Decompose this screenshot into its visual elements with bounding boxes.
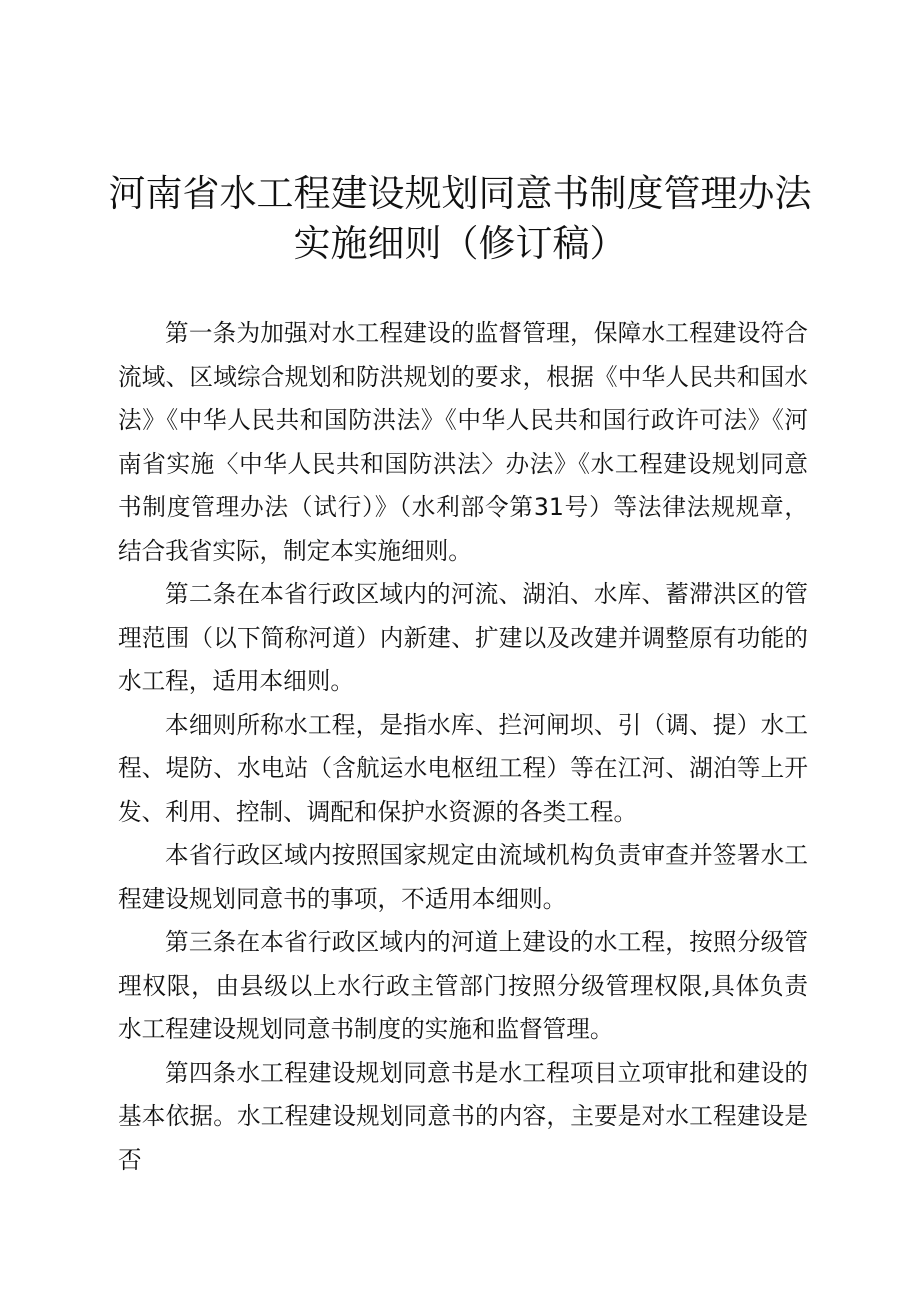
document-body [118,312,808,1182]
paragraph-article-1: 第一条为加强对水工程建设的监督管理，保障水工程建设符合流域、区域综合规划和防洪规划的要求，根据《中华人民共和国水法》《中华人民共和国防洪法》《中华人民共和国行政许可法》《河南省实施〈中华人民共和国防洪法〉办法》《水工程建设规划同意书制度管理办法（试行）》（水利部令第31号）等法律法规规章，结合我省实际，制定本实施细则。 [118,319,808,565]
paragraph-article-4: 第四条水工程建设规划同意书是水工程项目立项审批和建设的基本依据。水工程建设规划同意书的内容，主要是对水工程建设是否 [118,1058,808,1174]
document-title-line-1: 河南省水工程建设规划同意书制度管理办法 [108,172,812,215]
paragraph-article-3: 第三条在本省行政区域内的河道上建设的水工程，按照分级管理权限，由县级以上水行政主管部门按照分级管理权限,具体负责水工程建设规划同意书制度的实施和监督管理。 [118,928,808,1043]
paragraph-exclusion: 本省行政区域内按照国家规定由流域机构负责审查并签署水工程建设规划同意书的事项，不适用本细则。 [118,841,808,913]
paragraph-article-2: 第二条在本省行政区域内的河流、湖泊、水库、蓄滞洪区的管理范围（以下简称河道）内新建、扩建以及改建并调整原有功能的水工程，适用本细则。 [118,580,808,695]
paragraph-water-project-definition: 本细则所称水工程，是指水库、拦河闸坝、引（调、提）水工程、堤防、水电站（含航运水电枢纽工程）等在江河、湖泊等上开发、利用、控制、调配和保护水资源的各类工程。 [118,710,808,826]
document-title-line-2: 实施细则（修订稿） [293,222,627,265]
